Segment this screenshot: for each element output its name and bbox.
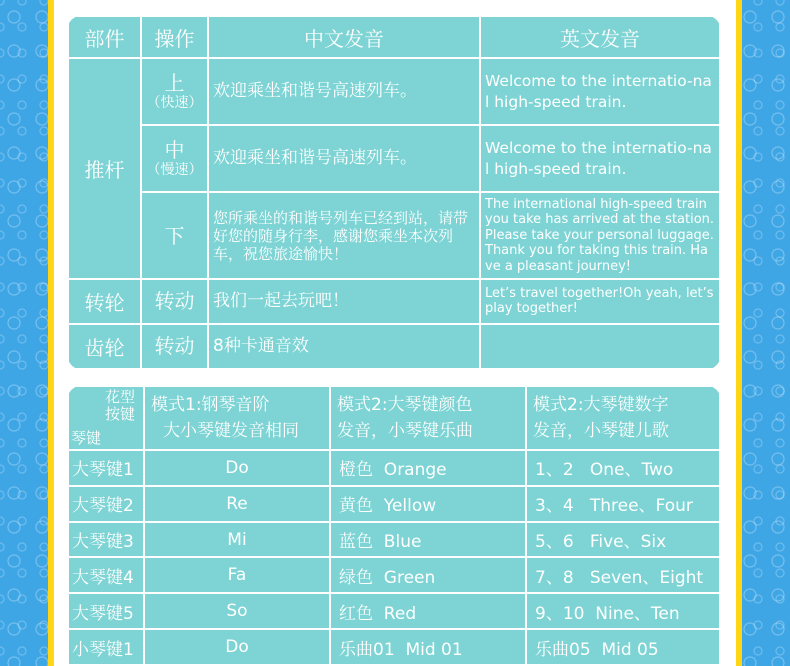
mode-1-cell: Fa bbox=[145, 558, 329, 592]
operation-cell: 转动 bbox=[142, 325, 207, 368]
operation-cell: 转动 bbox=[142, 280, 207, 323]
key-name-cell: 小琴键1 bbox=[69, 630, 143, 664]
mode-2-number-cell: 9、10 Nine、Ten bbox=[527, 594, 719, 628]
english-voice-cell: The international high-speed train you take has arrived at the station. Please take your personal luggage. Thank you for taking this train. Have a pleasant journey! bbox=[481, 193, 719, 277]
mode-1-cell: So bbox=[145, 594, 329, 628]
right-decorative-border bbox=[736, 0, 790, 666]
key-name-cell: 大琴键2 bbox=[69, 487, 143, 521]
mode-2-number-cell: 5、6 Five、Six bbox=[527, 523, 719, 557]
english-voice-cell: Welcome to the internatio-nal high-speed train. bbox=[481, 126, 719, 191]
operation-cell: 下 bbox=[142, 193, 207, 277]
header-mode-1: 模式1:钢琴音阶 大小琴键发音相同 bbox=[145, 387, 329, 449]
table-header-row bbox=[69, 387, 719, 449]
english-voice-cell: Welcome to the internatio-nal high-speed train. bbox=[481, 59, 719, 124]
table-row bbox=[69, 558, 719, 592]
table-row bbox=[69, 594, 719, 628]
key-name-cell: 大琴键5 bbox=[69, 594, 143, 628]
operation-label: 上 bbox=[164, 70, 185, 95]
operation-label: 中 bbox=[164, 137, 185, 162]
key-name-cell: 大琴键3 bbox=[69, 523, 143, 557]
mode-1-cell: Do bbox=[145, 630, 329, 664]
key-name-cell: 大琴键1 bbox=[69, 451, 143, 485]
mode-2-number-cell: 1、2 One、Two bbox=[527, 451, 719, 485]
mode-2-number-cell: 7、8 Seven、Eight bbox=[527, 558, 719, 592]
header-chinese-voice: 中文发音 bbox=[209, 17, 479, 57]
table-row bbox=[69, 280, 719, 323]
mode-1-cell: Do bbox=[145, 451, 329, 485]
mode-1-cell: Re bbox=[145, 487, 329, 521]
part-cell: 转轮 bbox=[69, 280, 140, 323]
chinese-voice-cell: 欢迎乘坐和谐号高速列车。 bbox=[209, 59, 479, 124]
chinese-voice-cell: 欢迎乘坐和谐号高速列车。 bbox=[209, 126, 479, 191]
mode-2-color-cell: 橙色 Orange bbox=[331, 451, 525, 485]
header-part: 部件 bbox=[69, 17, 140, 57]
corner-header-bottom: 琴键 bbox=[71, 429, 102, 447]
mode-2-number-cell: 3、4 Three、Four bbox=[527, 487, 719, 521]
operation-cell bbox=[142, 126, 207, 191]
table-row bbox=[69, 487, 719, 521]
table-row bbox=[69, 523, 719, 557]
mode-2-color-cell: 绿色 Green bbox=[331, 558, 525, 592]
mode-1-cell: Mi bbox=[145, 523, 329, 557]
header-english-voice: 英文发音 bbox=[481, 17, 719, 57]
chinese-voice-cell: 我们一起去玩吧！ bbox=[209, 280, 479, 323]
mode-2-color-cell: 红色 Red bbox=[331, 594, 525, 628]
table-row bbox=[69, 59, 719, 124]
operation-cell bbox=[142, 59, 207, 124]
mode-2-color-cell: 蓝色 Blue bbox=[331, 523, 525, 557]
table-row bbox=[69, 126, 719, 191]
voice-function-table bbox=[67, 15, 721, 370]
key-name-cell: 大琴键4 bbox=[69, 558, 143, 592]
part-cell: 齿轮 bbox=[69, 325, 140, 368]
english-voice-cell bbox=[481, 325, 719, 368]
table-row bbox=[69, 630, 719, 664]
mode-2-color-cell: 黄色 Yellow bbox=[331, 487, 525, 521]
table-row bbox=[69, 325, 719, 368]
chinese-voice-cell: 8种卡通音效 bbox=[209, 325, 479, 368]
left-decorative-border bbox=[0, 0, 54, 666]
corner-header-top: 花型 按键 bbox=[104, 388, 135, 423]
operation-speed: （慢速） bbox=[146, 161, 203, 178]
mode-2-number-cell: 乐曲05 Mid 05 bbox=[527, 630, 719, 664]
corner-header bbox=[69, 387, 143, 449]
english-voice-cell: Let’s travel together!Oh yeah, let’s play together! bbox=[481, 280, 719, 323]
table-row bbox=[69, 451, 719, 485]
table-header-row bbox=[69, 17, 719, 57]
header-operation: 操作 bbox=[142, 17, 207, 57]
part-cell: 推杆 bbox=[69, 59, 140, 278]
mode-2-color-cell: 乐曲01 Mid 01 bbox=[331, 630, 525, 664]
table-row bbox=[69, 193, 719, 277]
operation-speed: （快速） bbox=[146, 94, 203, 111]
header-mode-2-number: 模式2:大琴键数字 发音，小琴键儿歌 bbox=[527, 387, 719, 449]
header-mode-2-color: 模式2:大琴键颜色 发音，小琴键乐曲 bbox=[331, 387, 525, 449]
piano-mode-table bbox=[67, 385, 721, 666]
chinese-voice-cell: 您所乘坐的和谐号列车已经到站，请带好您的随身行李，感谢您乘坐本次列车，祝您旅途愉快！ bbox=[209, 193, 479, 277]
